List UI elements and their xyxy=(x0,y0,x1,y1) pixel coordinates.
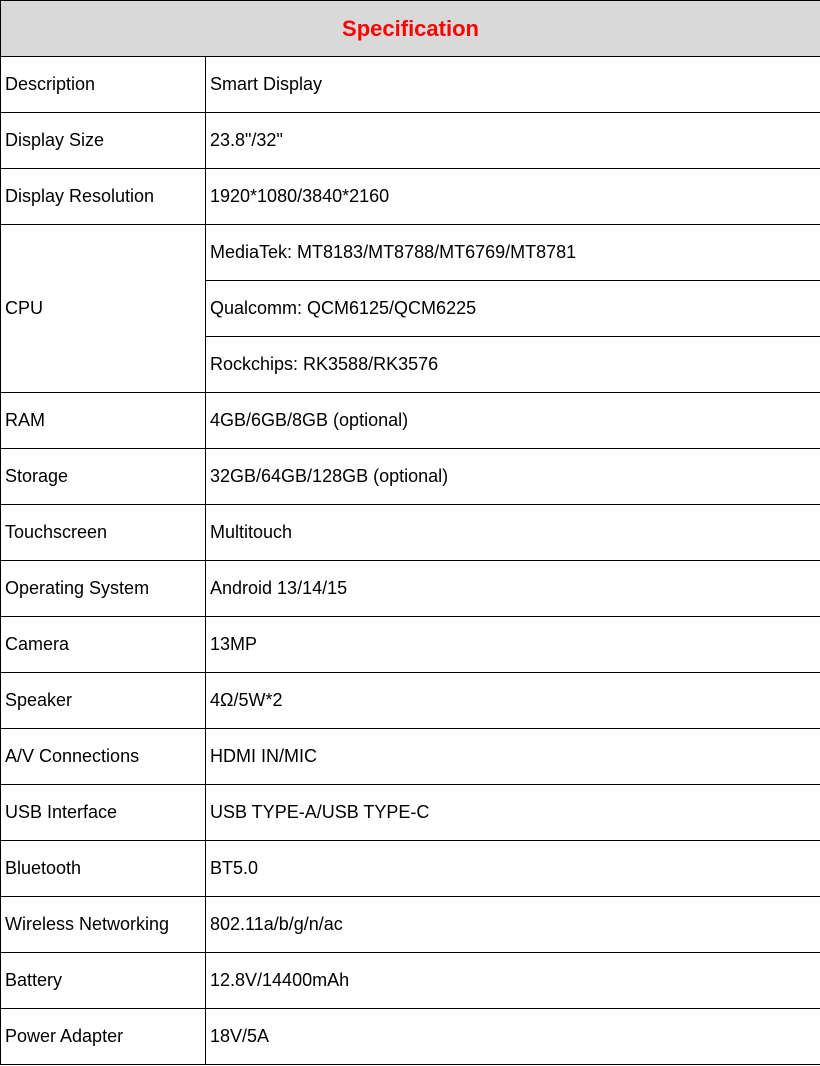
spec-label: CPU xyxy=(1,225,206,393)
table-row xyxy=(1,113,820,169)
spec-label: A/V Connections xyxy=(1,729,206,785)
spec-value: Android 13/14/15 xyxy=(206,561,820,617)
spec-value: 4Ω/5W*2 xyxy=(206,673,820,729)
table-row xyxy=(1,1009,820,1065)
header-row xyxy=(1,1,820,57)
table-row xyxy=(1,617,820,673)
table-row xyxy=(1,169,820,225)
spec-label: Touchscreen xyxy=(1,505,206,561)
table-row xyxy=(1,841,820,897)
spec-label: Display Size xyxy=(1,113,206,169)
spec-label: Speaker xyxy=(1,673,206,729)
spec-value: 12.8V/14400mAh xyxy=(206,953,820,1009)
spec-label: Bluetooth xyxy=(1,841,206,897)
spec-label: Display Resolution xyxy=(1,169,206,225)
spec-label: Storage xyxy=(1,449,206,505)
table-row xyxy=(1,785,820,841)
spec-value: 32GB/64GB/128GB (optional) xyxy=(206,449,820,505)
spec-label: RAM xyxy=(1,393,206,449)
table-row xyxy=(1,561,820,617)
spec-value: 1920*1080/3840*2160 xyxy=(206,169,820,225)
spec-value: MediaTek: MT8183/MT8788/MT6769/MT8781 xyxy=(206,225,820,281)
spec-label: Camera xyxy=(1,617,206,673)
table-row xyxy=(1,729,820,785)
table-row xyxy=(1,449,820,505)
spec-value: 802.11a/b/g/n/ac xyxy=(206,897,820,953)
spec-label: Description xyxy=(1,57,206,113)
spec-value: Qualcomm: QCM6125/QCM6225 xyxy=(206,281,820,337)
table-row xyxy=(1,393,820,449)
table-row xyxy=(1,225,820,281)
table-row xyxy=(1,953,820,1009)
table-title: Specification xyxy=(1,1,820,57)
spec-value: Smart Display xyxy=(206,57,820,113)
spec-value: 13MP xyxy=(206,617,820,673)
table-row xyxy=(1,897,820,953)
table-row xyxy=(1,57,820,113)
spec-value: Rockchips: RK3588/RK3576 xyxy=(206,337,820,393)
spec-value: USB TYPE-A/USB TYPE-C xyxy=(206,785,820,841)
spec-value: 23.8"/32" xyxy=(206,113,820,169)
spec-rows xyxy=(1,57,820,1065)
table-row xyxy=(1,673,820,729)
spec-value: BT5.0 xyxy=(206,841,820,897)
spec-label: Power Adapter xyxy=(1,1009,206,1065)
spec-value: 4GB/6GB/8GB (optional) xyxy=(206,393,820,449)
spec-label: USB Interface xyxy=(1,785,206,841)
spec-label: Wireless Networking xyxy=(1,897,206,953)
table-row xyxy=(1,505,820,561)
spec-label: Operating System xyxy=(1,561,206,617)
spec-value: HDMI IN/MIC xyxy=(206,729,820,785)
spec-value: Multitouch xyxy=(206,505,820,561)
spec-value: 18V/5A xyxy=(206,1009,820,1065)
spec-label: Battery xyxy=(1,953,206,1009)
